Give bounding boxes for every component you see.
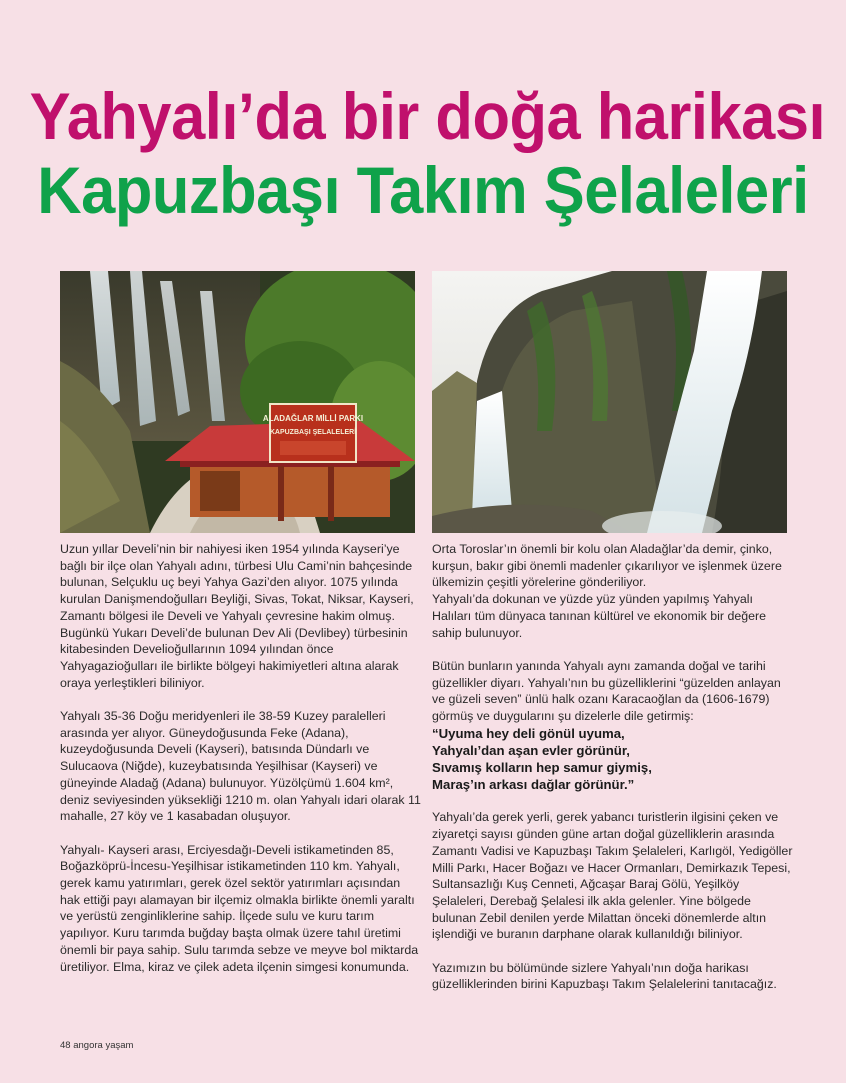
poem-line: Yahyalı’dan aşan evler görünür, (432, 742, 630, 758)
paragraph: Yahyalı’da gerek yerli, gerek yabancı turistlerin ilgisini çeken ve ziyaretçi sayısı günden güne artan doğal güzelliklerin arasında Zamantı Vadisi ve Kapuzbaşı Takım Şelaleleri, Karlıgöl, Yedigöller Milli Parkı, Hacer Boğazı ve Hacer Ormanları, Demirkazık Tepesi, Sultansazlığı Kuş Cenneti, Ağcaşar Baraj Gölü, Yeşilköy Şelaleleri, Derebağ Şelalesi ilk akla gelenler. Yine bölgede bulunan Zebil denilen yerde Milattan önceki dönemlerde altın işlendiği ve buranın darphane olarak kullanıldığı biliniyor. (432, 810, 793, 942)
poem-line: “Uyuma hey deli gönül uyuma, (432, 725, 625, 741)
waterfall-kiosk-photo (60, 271, 415, 533)
left-text-column (60, 541, 422, 992)
paragraph: Yahyalı- Kayseri arası, Erciyesdağı-Develi istikametinden 85, Boğazköprü-İncesu-Yeşilhisar istikametinden 110 km. Yahyalı, gerek kamu yatırımları, gerek özel sektör yatırımları açısından hak ettiği payı alamayan bir ilçemiz olmakla birlikte önemli yaraltı ve yerüstü zenginliklerine sahip. İlçede sulu ve kuru tarım yapılıyor. Kuru tarımda buğday başta olmak üzere tahıl üretimi önemli bir paya sahip. Sulu tarımda sebze ve meyve bol miktarda üretiliyor. Elma, kiraz ve çilek adeta ilçenin simgesi konumunda. (60, 842, 419, 974)
magazine-name: angora yaşam (73, 1040, 134, 1051)
headline-line1: Yahyalı’da bir doğa harikası (29, 79, 826, 153)
headline-line2: Kapuzbaşı Takım Şelaleleri (37, 153, 809, 227)
poem-line: Sıvamış kolların hep samur giymiş, (432, 759, 652, 775)
cliff-waterfall-photo (432, 271, 787, 533)
paragraph: Yahyalı’da dokunan ve yüzde yüz yünden yapılmış Yahyalı Halıları tüm dünyaca tanınan kültürel ve ekonomik bir değere sahip bulunuyor. (432, 592, 767, 640)
paragraph: Yazımızın bu bölümünde sizlere Yahyalı’nın doğa harikası güzelliklerinden birini Kapuzbaşı Takım Şelalelerini tanıtacağız. (432, 960, 777, 992)
paragraph: Orta Toroslar’ın önemli bir kolu olan Aladağlar’da demir, çinko, kurşun, bakır gibi önemli madenler çıkarılıyor ve işlenmek üzere ülkemizin çeşitli yörelerine gönderiliyor. (432, 542, 782, 590)
right-text-column (432, 541, 794, 1010)
page-footer (60, 1040, 133, 1051)
paragraph: Bütün bunların yanında Yahyalı aynı zamanda doğal ve tarihi güzellikler diyarı. Yahyalı’nın bu güzelliklerini “güzelden anlayan ve güzeli seven” ünlü halk ozanı Karacaoğlan da (1606-1679) görmüş ve duygularını şu dizelerle dile getirmiş: (432, 658, 781, 724)
poem-line: Maraş’ın arkası dağlar görünür.” (432, 776, 635, 792)
paragraph: Yahyalı 35-36 Doğu meridyenleri ile 38-59 Kuzey paralelleri arasında yer alıyor. Güneydoğusunda Feke (Adana), kuzeydoğusunda Develi (Kayseri), batısında Dündarlı ve Sulucaova (Niğde), kuzeybatısında Yeşilhisar (Kayseri) ve güneyinde Aladağ (Adana) bulunuyor. Yüzölçümü 1.604 km², deniz seviyesinden yüksekliği 1210 m. olan Yahyalı idari olarak 11 mahalle, 27 köy ve 1 kasabadan oluşuyor. (60, 709, 421, 824)
paragraph: Uzun yıllar Develi’nin bir nahiyesi iken 1954 yılında Kayseri’ye bağlı bir ilçe olan Yahyalı adını, türbesi Ulu Cami’nin bahçesinde bulunan, Selçuklu uç beyi Yahya Gazi’den alıyor. 1075 yılında kurulan Danişmendoğulları Beyliği, Sivas, Tokat, Niksar, Kayseri, Zamantı bölgesi ile Develi ve Yahyalı çevresine hakim olmuş. Bugünkü Yukarı Develi’de bulunan Dev Ali (Devlibey) türbesinin kitabesinden Develioğullarının 1094 yılından önce Yahyagazioğulları ile birlikte bölgeyi hakimiyetleri altına alarak oraya yerleştikleri biliniyor. (60, 542, 414, 690)
sign-text-1: ALADAĞLAR MİLLİ PARKI (262, 414, 364, 423)
poem (432, 725, 794, 793)
page-number: 48 (60, 1040, 71, 1051)
sign-text-2: KAPUZBAŞI ŞELALELERİ (269, 429, 357, 436)
